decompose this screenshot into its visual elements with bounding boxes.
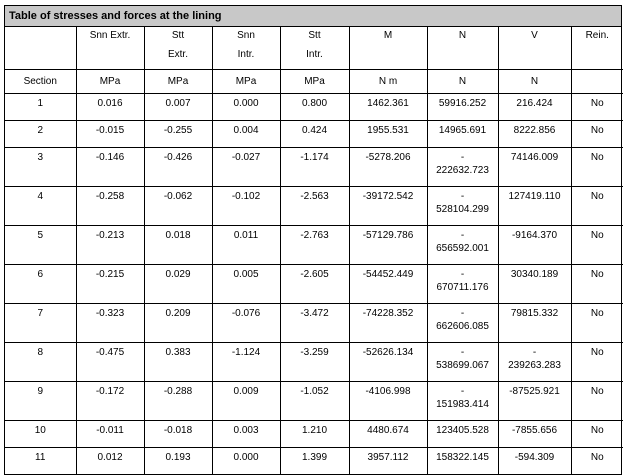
cell-snn-extr: -0.258: [76, 187, 144, 226]
cell-rein: No: [571, 187, 623, 226]
unit-m: N m: [349, 70, 427, 94]
cell-stt-intr: -2.563: [280, 187, 349, 226]
table-row: [5, 421, 623, 448]
cell-stt-extr: 0.029: [144, 265, 212, 304]
cell-snn-intr: 0.011: [212, 226, 280, 265]
cell-stt-extr: -0.255: [144, 121, 212, 148]
cell-m: 1955.531: [349, 121, 427, 148]
table-row: [5, 448, 623, 475]
cell-v-line1: 79815.332: [510, 308, 559, 319]
cell-n: [427, 187, 498, 226]
cell-section: 4: [5, 187, 76, 226]
cell-m: -4106.998: [349, 382, 427, 421]
cell-v: [498, 265, 571, 304]
table-title: Table of stresses and forces at the lining: [5, 6, 621, 27]
cell-section: 11: [5, 448, 76, 475]
cell-snn-extr: -0.475: [76, 343, 144, 382]
cell-n-line2: 662606.085: [436, 321, 489, 332]
cell-n-line2: 670711.176: [436, 282, 489, 293]
cell-n-line2: 528104.299: [436, 204, 489, 215]
cell-snn-intr: 0.003: [212, 421, 280, 448]
cell-snn-intr: 0.009: [212, 382, 280, 421]
cell-rein: No: [571, 94, 623, 121]
cell-rein: No: [571, 448, 623, 475]
cell-n-line1: 59916.252: [438, 98, 487, 109]
stress-table: [5, 27, 623, 474]
cell-stt-extr: 0.018: [144, 226, 212, 265]
table-row: [5, 94, 623, 121]
cell-stt-extr: -0.018: [144, 421, 212, 448]
cell-v-line1: -7855.656: [511, 425, 558, 436]
cell-rein: No: [571, 421, 623, 448]
cell-v: [498, 382, 571, 421]
cell-v: [498, 304, 571, 343]
cell-v: [498, 226, 571, 265]
table-row: [5, 265, 623, 304]
cell-stt-extr: -0.062: [144, 187, 212, 226]
cell-snn-intr: -1.124: [212, 343, 280, 382]
cell-rein: No: [571, 382, 623, 421]
cell-snn-intr: 0.005: [212, 265, 280, 304]
cell-stt-intr: -2.605: [280, 265, 349, 304]
cell-n: [427, 421, 498, 448]
table-row: [5, 304, 623, 343]
table-row: [5, 226, 623, 265]
cell-stt-intr: -3.259: [280, 343, 349, 382]
cell-snn-extr: -0.011: [76, 421, 144, 448]
cell-n-line1: -: [460, 191, 465, 202]
cell-stt-intr: 0.800: [280, 94, 349, 121]
cell-n-line1: 14965.691: [438, 125, 487, 136]
cell-n-line1: -: [460, 386, 465, 397]
cell-section: 7: [5, 304, 76, 343]
header-stt-extr: Stt Extr.: [144, 27, 212, 70]
cell-m: -57129.786: [349, 226, 427, 265]
cell-v: [498, 421, 571, 448]
cell-snn-extr: 0.012: [76, 448, 144, 475]
cell-n-line2: 538699.067: [436, 360, 489, 371]
cell-n: [427, 265, 498, 304]
cell-n-line2: 656592.001: [436, 243, 489, 254]
cell-rein: No: [571, 343, 623, 382]
cell-n: [427, 448, 498, 475]
unit-rein: [571, 70, 623, 94]
cell-rein: No: [571, 265, 623, 304]
cell-v-line2: 239263.283: [508, 360, 561, 371]
cell-n-line1: 158322.145: [436, 452, 489, 463]
cell-snn-extr: 0.016: [76, 94, 144, 121]
cell-m: -5278.206: [349, 148, 427, 187]
table-row: [5, 343, 623, 382]
cell-stt-extr: -0.426: [144, 148, 212, 187]
cell-m: -39172.542: [349, 187, 427, 226]
cell-v-line1: 127419.110: [508, 191, 561, 202]
cell-snn-extr: -0.323: [76, 304, 144, 343]
header-snn-intr: Snn Intr.: [212, 27, 280, 70]
cell-v-line1: -87525.921: [509, 386, 560, 397]
header-row-units: [5, 70, 623, 94]
cell-v-line1: -: [532, 347, 537, 358]
cell-rein: No: [571, 226, 623, 265]
cell-stt-extr: 0.383: [144, 343, 212, 382]
unit-n: N: [427, 70, 498, 94]
cell-rein: No: [571, 304, 623, 343]
cell-n: [427, 343, 498, 382]
header-snn-extr: Snn Extr.: [76, 27, 144, 70]
cell-snn-intr: -0.102: [212, 187, 280, 226]
cell-n-line2: 151983.414: [436, 399, 489, 410]
cell-n-line2: 222632.723: [436, 165, 489, 176]
cell-v: [498, 148, 571, 187]
cell-stt-extr: 0.209: [144, 304, 212, 343]
cell-m: -52626.134: [349, 343, 427, 382]
cell-stt-intr: -1.052: [280, 382, 349, 421]
cell-v: [498, 343, 571, 382]
cell-v-line1: 30340.189: [510, 269, 559, 280]
cell-n: [427, 304, 498, 343]
cell-v-line1: 216.424: [516, 98, 553, 109]
header-v: V: [498, 27, 571, 70]
cell-rein: No: [571, 148, 623, 187]
cell-stt-intr: -2.763: [280, 226, 349, 265]
cell-stt-extr: -0.288: [144, 382, 212, 421]
unit-snn-intr: MPa: [212, 70, 280, 94]
cell-section: 2: [5, 121, 76, 148]
cell-stt-extr: 0.007: [144, 94, 212, 121]
cell-section: 8: [5, 343, 76, 382]
header-n: N: [427, 27, 498, 70]
cell-v-line1: -594.309: [514, 452, 555, 463]
cell-v: [498, 448, 571, 475]
cell-n: [427, 382, 498, 421]
unit-section: Section: [5, 70, 76, 94]
cell-n: [427, 94, 498, 121]
cell-v-line1: -9164.370: [511, 230, 558, 241]
cell-stt-intr: 1.399: [280, 448, 349, 475]
cell-v: [498, 187, 571, 226]
stress-table-panel: [4, 5, 622, 475]
header-row-labels: [5, 27, 623, 70]
cell-rein: No: [571, 121, 623, 148]
unit-snn-extr: MPa: [76, 70, 144, 94]
cell-n-line1: -: [460, 230, 465, 241]
cell-section: 10: [5, 421, 76, 448]
table-row: [5, 121, 623, 148]
cell-section: 6: [5, 265, 76, 304]
cell-n-line1: -: [460, 269, 465, 280]
cell-snn-extr: -0.015: [76, 121, 144, 148]
cell-v-line1: 8222.856: [513, 125, 556, 136]
table-row: [5, 148, 623, 187]
cell-v: [498, 94, 571, 121]
unit-stt-intr: MPa: [280, 70, 349, 94]
cell-stt-intr: 1.210: [280, 421, 349, 448]
cell-v: [498, 121, 571, 148]
cell-n-line1: -: [460, 152, 465, 163]
cell-m: 3957.112: [349, 448, 427, 475]
cell-n: [427, 148, 498, 187]
cell-section: 5: [5, 226, 76, 265]
header-section: [5, 27, 76, 70]
unit-v: N: [498, 70, 571, 94]
cell-v-line1: 74146.009: [510, 152, 559, 163]
header-m: M: [349, 27, 427, 70]
cell-n: [427, 226, 498, 265]
cell-snn-extr: -0.172: [76, 382, 144, 421]
cell-stt-extr: 0.193: [144, 448, 212, 475]
cell-m: -74228.352: [349, 304, 427, 343]
cell-snn-extr: -0.146: [76, 148, 144, 187]
table-row: [5, 382, 623, 421]
cell-n-line1: 123405.528: [436, 425, 489, 436]
cell-snn-extr: -0.213: [76, 226, 144, 265]
unit-stt-extr: MPa: [144, 70, 212, 94]
cell-stt-intr: -1.174: [280, 148, 349, 187]
cell-snn-intr: 0.004: [212, 121, 280, 148]
cell-section: 9: [5, 382, 76, 421]
cell-snn-intr: 0.000: [212, 94, 280, 121]
cell-section: 3: [5, 148, 76, 187]
cell-n: [427, 121, 498, 148]
cell-snn-extr: -0.215: [76, 265, 144, 304]
table-row: [5, 187, 623, 226]
cell-snn-intr: 0.000: [212, 448, 280, 475]
cell-n-line1: -: [460, 308, 465, 319]
cell-snn-intr: -0.027: [212, 148, 280, 187]
cell-snn-intr: -0.076: [212, 304, 280, 343]
cell-stt-intr: 0.424: [280, 121, 349, 148]
header-stt-intr: Stt Intr.: [280, 27, 349, 70]
cell-n-line1: -: [460, 347, 465, 358]
header-rein: Rein.: [571, 27, 623, 70]
cell-m: -54452.449: [349, 265, 427, 304]
cell-m: 4480.674: [349, 421, 427, 448]
cell-section: 1: [5, 94, 76, 121]
cell-m: 1462.361: [349, 94, 427, 121]
cell-stt-intr: -3.472: [280, 304, 349, 343]
